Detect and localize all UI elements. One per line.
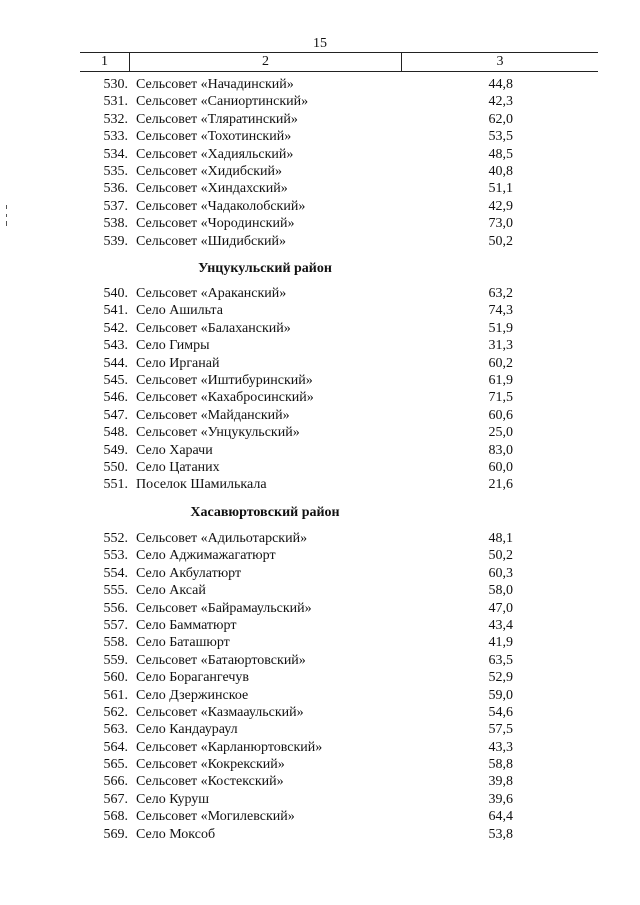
row-name: Село Харачи — [136, 442, 213, 458]
row-name: Село Ирганай — [136, 355, 220, 371]
row-value: 39,8 — [488, 774, 513, 790]
row-value: 42,9 — [488, 198, 513, 214]
row-number: 559. — [103, 652, 128, 668]
row-value: 61,9 — [488, 372, 513, 388]
row-number: 545. — [103, 372, 128, 388]
row-name: Сельсовет «Костекский» — [136, 774, 284, 790]
row-name: Село Баташюрт — [136, 635, 230, 651]
table-row — [0, 442, 640, 459]
row-name: Сельсовет «Карланюртовский» — [136, 739, 323, 755]
row-name: Село Куруш — [136, 791, 210, 807]
table-row — [0, 530, 640, 547]
table-row — [0, 93, 640, 110]
row-value: 60,2 — [488, 355, 513, 371]
row-name: Село Ашильта — [136, 303, 223, 319]
row-number: 555. — [103, 583, 128, 599]
scan-artifact — [6, 221, 7, 226]
row-number: 565. — [103, 757, 128, 773]
table-row — [0, 826, 640, 843]
table-row — [0, 652, 640, 669]
row-value: 73,0 — [488, 216, 513, 232]
row-number: 564. — [103, 739, 128, 755]
section-rows-3 — [0, 530, 640, 843]
row-value: 44,8 — [488, 77, 513, 92]
row-name: Село Дзержинское — [136, 687, 249, 703]
row-name: Село Гимры — [136, 338, 210, 354]
table-row — [0, 337, 640, 354]
row-value: 53,5 — [488, 129, 513, 145]
row-value: 25,0 — [488, 425, 513, 441]
row-number: 557. — [103, 617, 128, 633]
district-heading-khasavyurt: Хасавюртовский район — [190, 505, 340, 520]
row-value: 53,8 — [488, 826, 513, 842]
column-header-1: 1 — [101, 54, 108, 69]
row-number: 535. — [103, 163, 128, 179]
row-number: 549. — [103, 442, 128, 458]
row-number: 561. — [103, 687, 128, 703]
district-heading-untsukul: Унцукульский район — [198, 261, 332, 276]
table-row — [0, 302, 640, 319]
row-value: 63,2 — [488, 286, 513, 301]
row-number: 567. — [103, 791, 128, 807]
row-number: 569. — [103, 826, 128, 842]
row-name: Село Бамматюрт — [136, 617, 237, 633]
row-name: Сельсовет «Хиндахский» — [136, 181, 288, 197]
row-name: Сельсовет «Саниортинский» — [136, 94, 309, 110]
row-value: 57,5 — [488, 722, 513, 738]
row-value: 51,1 — [488, 181, 513, 197]
table-row — [0, 355, 640, 372]
row-number: 550. — [103, 459, 128, 475]
row-value: 58,0 — [488, 583, 513, 599]
row-value: 54,6 — [488, 704, 513, 720]
table-header — [80, 52, 598, 72]
row-name: Сельсовет «Хидибский» — [136, 163, 283, 179]
row-name: Село Аджимажагатюрт — [136, 548, 276, 564]
row-name: Сельсовет «Начадинский» — [136, 77, 294, 92]
row-number: 534. — [103, 146, 128, 162]
column-header-3: 3 — [496, 54, 504, 69]
row-number: 530. — [103, 77, 128, 92]
table-row — [0, 76, 640, 93]
table-row — [0, 669, 640, 686]
row-value: 31,3 — [488, 338, 513, 354]
row-name: Сельсовет «Балаханский» — [136, 320, 291, 336]
scan-artifact — [6, 205, 7, 209]
row-number: 543. — [103, 338, 128, 354]
row-name: Село Кандаураул — [136, 722, 238, 738]
row-name: Сельсовет «Чородинский» — [136, 216, 295, 232]
row-number: 539. — [103, 233, 128, 249]
row-number: 560. — [103, 670, 128, 686]
table-row — [0, 721, 640, 738]
row-name: Сельсовет «Кокрекский» — [136, 757, 285, 773]
row-name: Сельсовет «Тляратинский» — [136, 111, 298, 127]
table-row — [0, 128, 640, 145]
table-row — [0, 459, 640, 476]
row-value: 60,3 — [488, 565, 513, 581]
row-number: 562. — [103, 704, 128, 720]
column-header-2: 2 — [262, 54, 269, 69]
row-name: Сельсовет «Хадияльский» — [136, 146, 294, 162]
row-number: 556. — [103, 600, 128, 616]
row-value: 47,0 — [488, 600, 513, 616]
row-name: Сельсовет «Казмааульский» — [136, 704, 304, 720]
table-row — [0, 198, 640, 215]
row-number: 554. — [103, 565, 128, 581]
table-row — [0, 773, 640, 790]
row-name: Сельсовет «Иштибуринский» — [136, 372, 313, 388]
table-row — [0, 389, 640, 406]
row-number: 552. — [103, 531, 128, 546]
row-name: Сельсовет «Араканский» — [136, 286, 287, 301]
row-number: 532. — [103, 111, 128, 127]
row-number: 558. — [103, 635, 128, 651]
row-number: 536. — [103, 181, 128, 197]
table-row — [0, 163, 640, 180]
row-value: 48,1 — [488, 531, 513, 546]
row-number: 531. — [103, 94, 128, 110]
row-name: Село Цатаних — [136, 459, 220, 475]
row-name: Сельсовет «Майданский» — [136, 407, 290, 423]
row-value: 40,8 — [488, 163, 513, 179]
table-row — [0, 424, 640, 441]
row-value: 48,5 — [488, 146, 513, 162]
row-value: 60,6 — [488, 407, 513, 423]
row-number: 540. — [103, 286, 128, 301]
row-name: Сельсовет «Шидибский» — [136, 233, 287, 249]
table-row — [0, 808, 640, 825]
table-row — [0, 582, 640, 599]
row-name: Сельсовет «Тохотинский» — [136, 129, 292, 145]
table-row — [0, 791, 640, 808]
row-number: 547. — [103, 407, 128, 423]
row-name: Село Борагангечув — [136, 670, 249, 686]
row-name: Сельсовет «Адильотарский» — [136, 531, 308, 546]
row-value: 62,0 — [488, 111, 513, 127]
row-number: 563. — [103, 722, 128, 738]
section-rows-2 — [0, 285, 640, 494]
row-number: 537. — [103, 198, 128, 214]
row-name: Сельсовет «Унцукульский» — [136, 425, 300, 441]
row-value: 83,0 — [488, 442, 513, 458]
row-value: 21,6 — [488, 477, 513, 493]
table-row — [0, 476, 640, 493]
table-row — [0, 600, 640, 617]
scan-artifact — [6, 214, 7, 217]
row-number: 538. — [103, 216, 128, 232]
row-name: Село Аксай — [136, 583, 206, 599]
row-name: Поселок Шамилькала — [136, 477, 267, 493]
row-name: Сельсовет «Чадаколобский» — [136, 198, 306, 214]
table-row — [0, 111, 640, 128]
table-row — [0, 687, 640, 704]
page-number: 15 — [313, 36, 327, 51]
row-number: 542. — [103, 320, 128, 336]
table-row — [0, 739, 640, 756]
table-row — [0, 407, 640, 424]
table-row — [0, 634, 640, 651]
row-value: 52,9 — [488, 670, 513, 686]
table-row — [0, 233, 640, 250]
table-row — [0, 756, 640, 773]
section-rows-1 — [0, 76, 640, 250]
table-row — [0, 704, 640, 721]
row-value: 64,4 — [488, 809, 513, 825]
row-value: 63,5 — [488, 652, 513, 668]
row-value: 41,9 — [488, 635, 513, 651]
row-name: Сельсовет «Могилевский» — [136, 809, 295, 825]
table-row — [0, 215, 640, 232]
row-value: 59,0 — [488, 687, 513, 703]
table-row — [0, 146, 640, 163]
table-row — [0, 617, 640, 634]
row-value: 58,8 — [488, 757, 513, 773]
row-value: 42,3 — [488, 94, 513, 110]
table-row — [0, 180, 640, 197]
row-value: 60,0 — [488, 459, 513, 475]
row-number: 541. — [103, 303, 128, 319]
row-value: 51,9 — [488, 320, 513, 336]
row-name: Село Моксоб — [136, 826, 216, 842]
table-row — [0, 320, 640, 337]
row-number: 566. — [103, 774, 128, 790]
row-name: Сельсовет «Батаюртовский» — [136, 652, 306, 668]
row-name: Сельсовет «Кахабросинский» — [136, 390, 314, 406]
row-value: 50,2 — [488, 233, 513, 249]
row-name: Сельсовет «Байрамаульский» — [136, 600, 312, 616]
row-value: 74,3 — [488, 303, 513, 319]
row-value: 50,2 — [488, 548, 513, 564]
row-value: 43,3 — [488, 739, 513, 755]
row-value: 71,5 — [488, 390, 513, 406]
table-row — [0, 547, 640, 564]
table-row — [0, 565, 640, 582]
row-number: 568. — [103, 809, 128, 825]
row-value: 43,4 — [488, 617, 513, 633]
row-value: 39,6 — [488, 791, 513, 807]
row-number: 551. — [103, 477, 128, 493]
row-number: 553. — [103, 548, 128, 564]
table-row — [0, 285, 640, 302]
table-row — [0, 372, 640, 389]
row-number: 548. — [103, 425, 128, 441]
row-number: 546. — [103, 390, 128, 406]
row-name: Село Акбулатюрт — [136, 565, 242, 581]
row-number: 544. — [103, 355, 128, 371]
row-number: 533. — [103, 129, 128, 145]
